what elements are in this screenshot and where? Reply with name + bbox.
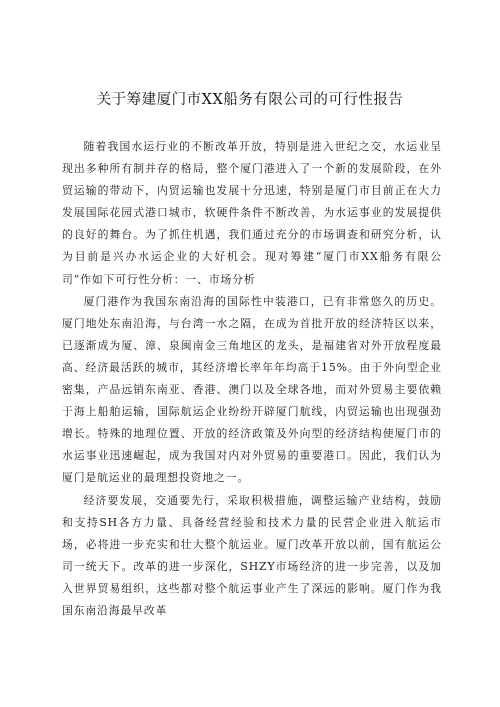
paragraph-market-analysis: 厦门港作为我国东南沿海的国际性中装港口，已有非常悠久的历史。厦门地处东南沿海，与台湾一水之隔，在成为首批开放的经济特区以来，已逐渐成为厦、漳、泉闽南金三角地区的龙头，是福建省对外开放程度最高、经济最活跃的城市，其经济增长率年年均高于15%。由于外向型企业密集，产品远销东南亚、香港、澳门以及全球各地，而对外贸易主要依赖于海上船舶运输，国际航运企业纷纷开辟厦门航线，内贸运输也出现强劲增长。特殊的地理位置、开放的经济政策及外向型的经济结构使厦门市的水运事业迅速崛起，成为我国对内对外贸易的重要港口。因此，我们认为厦门是航运业的最理想投资地之一。 — [62, 294, 442, 485]
paragraph-intro: 随着我国水运行业的不断改革开放，特别是进入世纪之交，水运业呈现出多种所有制并存的格局，整个厦门港进入了一个新的发展阶段，在外贸运输的带动下，内贸运输也发展十分迅速，特别是厦门市目前正在大力发展国际花园式港口城市，软硬件条件不断改善，为水运事业的发展提供的良好的舞台。为了抓住机遇，我们通过充分的市场调查和研究分析，认为目前是兴办水运企业的大好机会。现对筹建“厦门市XX船务有限公司”作如下可行性分析：一、市场分析 — [62, 140, 442, 286]
document-title: 关于筹建厦门市XX船务有限公司的可行性报告 — [96, 92, 404, 108]
document-body — [62, 136, 442, 622]
paragraph-economic-development: 经济要发展，交通要先行，采取积极措施，调整运输产业结构，鼓励和支持SH各方力量、具备经营经验和技术力量的民营企业进入航运市场，必将进一步充实和壮大整个航运业。厦门改革开放以前，国有航运公司一统天下。改革的进一步深化，SHZY市场经济的进一步完善，以及加入世界贸易组织，这些都对整个航运事业产生了深远的影响。厦门作为我国东南沿海最早改革 — [62, 493, 442, 617]
